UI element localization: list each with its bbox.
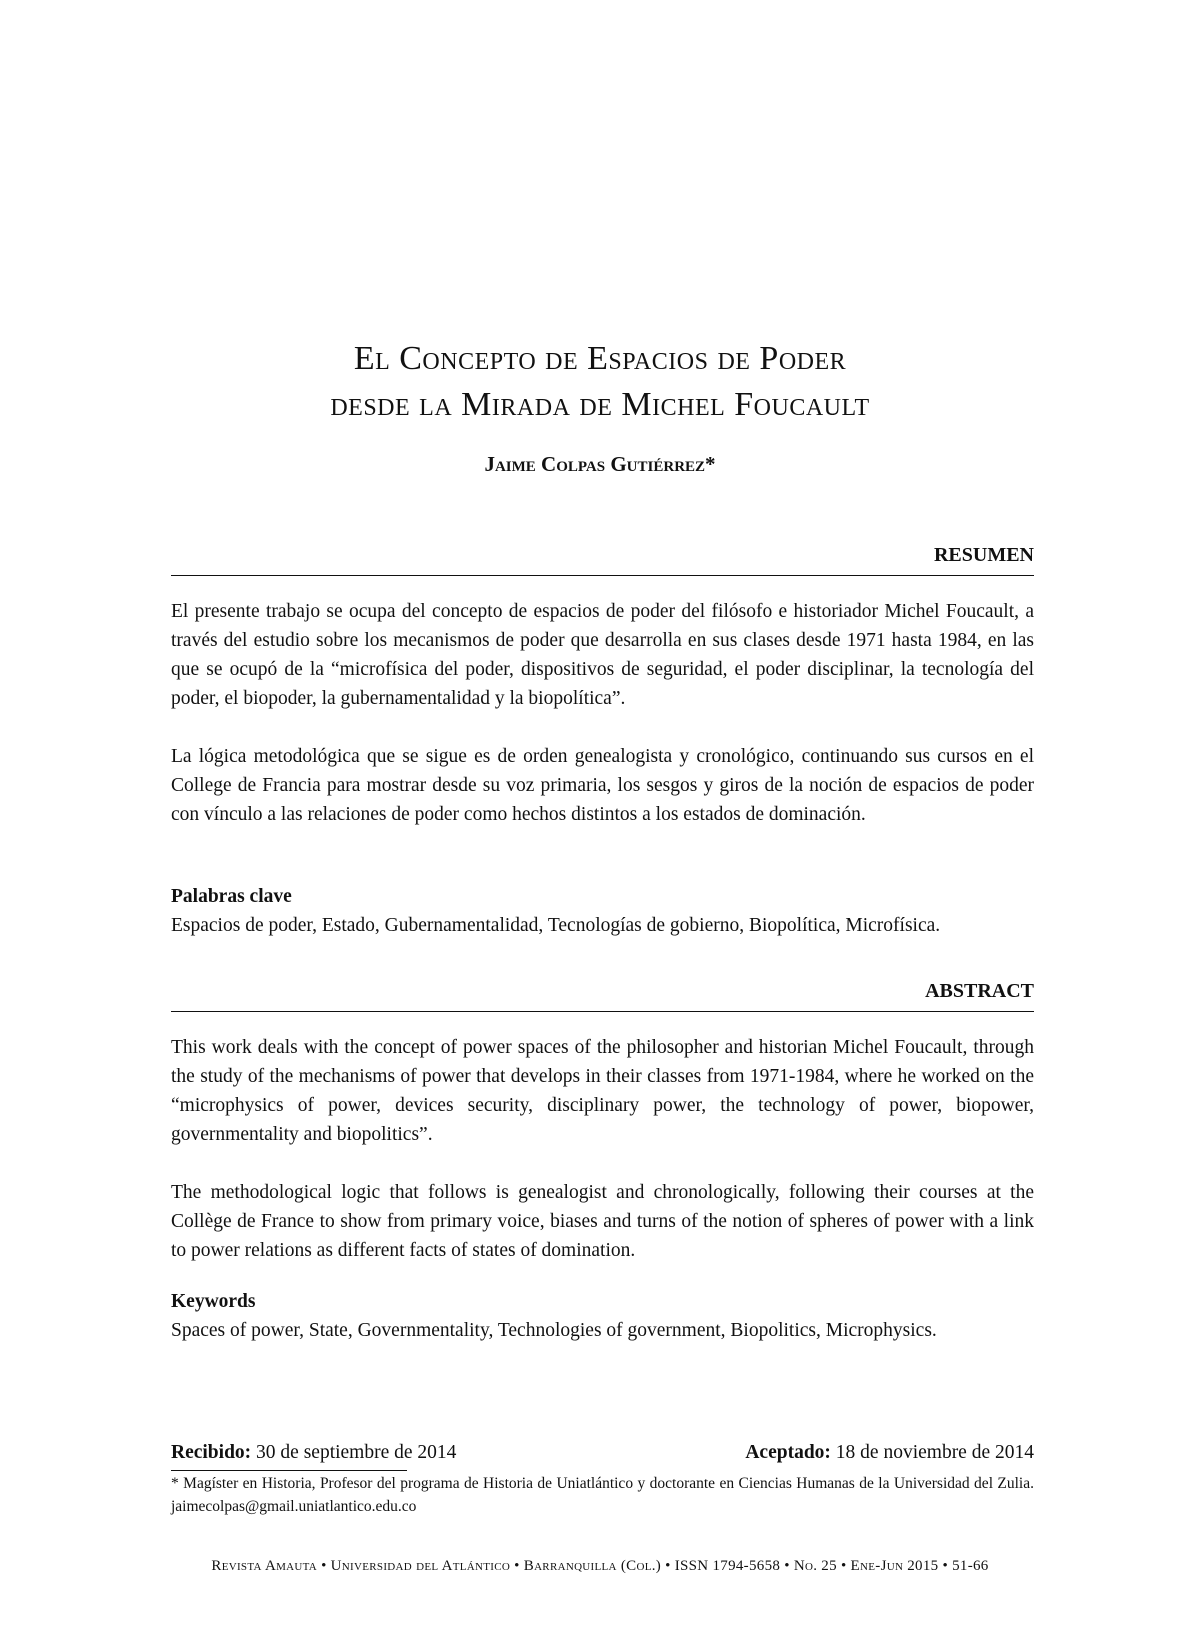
abstract-heading: ABSTRACT (925, 980, 1034, 1002)
received-value: 30 de septiembre de 2014 (256, 1442, 457, 1463)
received-date (171, 1442, 456, 1464)
accepted-value: 18 de noviembre de 2014 (835, 1442, 1034, 1463)
article-dates (171, 1442, 1034, 1468)
keywords-heading: Keywords (171, 1291, 256, 1312)
article-title (0, 336, 1200, 428)
accepted-label: Aceptado: (745, 1442, 831, 1463)
resumen-paragraph-2: La lógica metodológica que se sigue es de orden genealogista y cronológico, continuando sus cursos en el College de Francia para mostrar desde su voz primaria, los sesgos y giros de la noción de espacios de poder con vínculo a las relaciones de poder como hechos distintos a los estados de dominación. (171, 746, 1034, 825)
palabras-clave-text: Espacios de poder, Estado, Gubernamentalidad, Tecnologías de gobierno, Biopolítica, Microfísica. (171, 915, 941, 936)
resumen-heading: RESUMEN (933, 544, 1034, 566)
abstract-paragraph-2: The methodological logic that follows is genealogist and chronologically, following their courses at the Collège de France to show from primary voice, biases and turns of the notion of spheres of power with a link to power relations as different facts of states of domination. (171, 1182, 1034, 1261)
title-line-2: desde la Mirada de Michel Foucault (330, 386, 870, 423)
received-label: Recibido: (171, 1442, 252, 1463)
abstract-paragraph-1: This work deals with the concept of power spaces of the philosopher and historian Michel Foucault, through the study of the mechanisms of power that develops in their classes from 1971-1984, where he worked on the “microphysics of power, devices security, disciplinary power, the technology of power, biopower, governmentality and biopolitics”. (171, 1037, 1034, 1145)
author-footnote: * Magíster en Historia, Profesor del programa de Historia de Uniatlántico y doctorante en Ciencias Humanas de la Universidad del Zulia. jaimecolpas@gmail.uniatlantico.edu.co (171, 1475, 1034, 1515)
palabras-clave-heading: Palabras clave (171, 886, 292, 907)
footnote-rule (171, 1470, 407, 1471)
keywords-text: Spaces of power, State, Governmentality, Technologies of government, Biopolitics, Microphysics. (171, 1320, 937, 1341)
journal-footer: Revista Amauta • Universidad del Atlántico • Barranquilla (Col.) • ISSN 1794-5658 • No. 25 • Ene-Jun 2015 • 51-66 (211, 1558, 989, 1574)
accepted-date (745, 1442, 1034, 1464)
resumen-rule (171, 575, 1034, 576)
author-name: Jaime Colpas Gutiérrez* (484, 452, 716, 476)
resumen-paragraph-1: El presente trabajo se ocupa del concepto de espacios de poder del filósofo e historiador Michel Foucault, a través del estudio sobre los mecanismos de poder que desarrolla en sus clases desde 1971 hasta 1984, en las que se ocupó de la “microfísica del poder, dispositivos de seguridad, el poder disciplinar, la tecnología del poder, el biopoder, la gubernamentalidad y la biopolítica”. (171, 601, 1034, 709)
abstract-rule (171, 1011, 1034, 1012)
title-line-1: El Concepto de Espacios de Poder (353, 340, 847, 377)
